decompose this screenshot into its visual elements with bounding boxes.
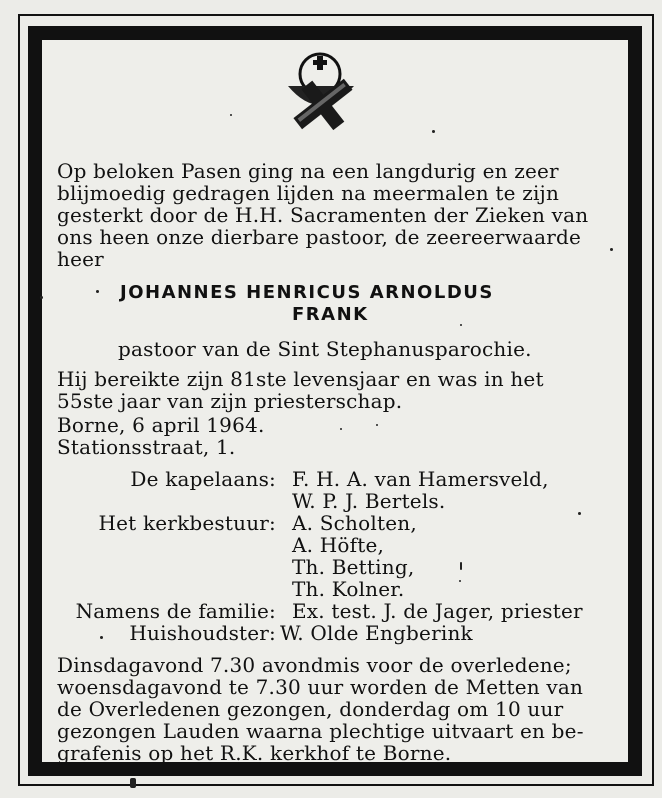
deceased-name: JOHANNES HENRICUS ARNOLDUS bbox=[120, 282, 494, 303]
kerkbestuur-member: Th. Kolner. bbox=[292, 577, 405, 601]
age-line: 55ste jaar van zijn priesterschap. bbox=[57, 389, 403, 413]
address: Stationsstraat, 1. bbox=[57, 435, 236, 459]
intro-line: gesterkt door de H.H. Sacramenten der Zieken van bbox=[57, 203, 589, 227]
kerkbestuur-member: Th. Betting, bbox=[292, 555, 415, 579]
kerkbestuur-label: Het kerkbestuur: bbox=[98, 511, 276, 535]
intro-line: ons heen onze dierbare pastoor, de zeereerwaarde bbox=[57, 225, 582, 249]
kapelaans-label: De kapelaans: bbox=[130, 467, 276, 491]
kerkbestuur-member: A. Höfte, bbox=[292, 533, 385, 557]
place-date: Borne, 6 april 1964. bbox=[57, 413, 265, 437]
age-line: Hij bereikte zijn 81ste levensjaar en was in het bbox=[57, 367, 544, 391]
role-line: pastoor van de Sint Stephanusparochie. bbox=[118, 337, 532, 361]
intro-line: heer bbox=[57, 247, 104, 271]
familie-name: Ex. test. J. de Jager, priester bbox=[292, 599, 583, 623]
intro-line: blijmoedig gedragen lijden na meermalen te zijn bbox=[57, 181, 560, 205]
service-line: woensdagavond te 7.30 uur worden de Metten van bbox=[57, 675, 584, 699]
kapelaan-name: W. P. J. Bertels. bbox=[292, 489, 446, 513]
service-line: gezongen Lauden waarna plechtige uitvaart en be- bbox=[57, 719, 584, 743]
service-line: Dinsdagavond 7.30 avondmis voor de overledene; bbox=[57, 653, 572, 677]
deceased-surname: FRANK bbox=[292, 304, 369, 325]
service-line: de Overledenen gezongen, donderdag om 10 uur bbox=[57, 697, 564, 721]
intro-line: Op beloken Pasen ging na een langdurig en zeer bbox=[57, 159, 559, 183]
chalice-host-cross-icon bbox=[270, 40, 380, 140]
familie-label: Namens de familie: bbox=[75, 599, 276, 623]
huishoudster-label: Huishoudster: bbox=[129, 621, 276, 645]
huishoudster-name: W. Olde Engberink bbox=[280, 621, 473, 645]
kerkbestuur-member: A. Scholten, bbox=[292, 511, 417, 535]
kapelaan-name: F. H. A. van Hamersveld, bbox=[292, 467, 549, 491]
service-line: grafenis op het R.K. kerkhof te Borne. bbox=[57, 741, 452, 765]
